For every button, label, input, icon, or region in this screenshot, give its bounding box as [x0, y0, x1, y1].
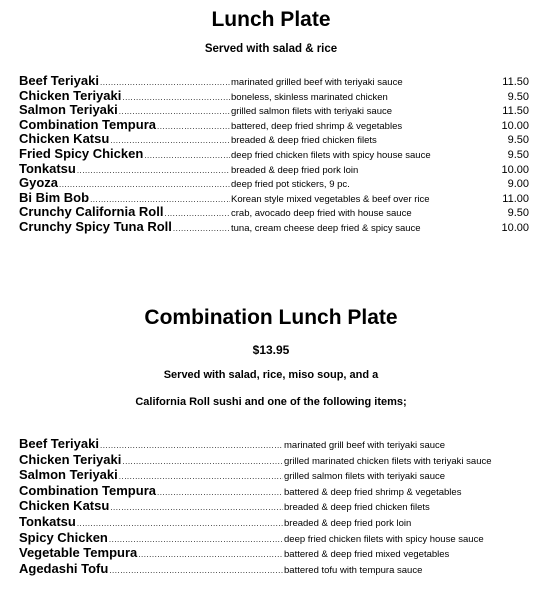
dot-leader	[77, 166, 230, 175]
menu-item	[19, 514, 529, 530]
item-price: 11.50	[502, 76, 529, 88]
menu-item	[19, 219, 529, 234]
item-description: boneless, skinless marinated chicken	[231, 91, 388, 103]
item-description: breaded & deep fried pork loin	[231, 164, 359, 176]
dot-leader	[122, 457, 283, 466]
menu-item	[19, 102, 529, 117]
item-description: grilled salmon filets with teriyaki sauce	[284, 471, 446, 483]
dot-leader	[157, 488, 283, 497]
item-name: Combination Tempura	[19, 482, 156, 498]
item-price: 9.50	[507, 90, 529, 103]
item-description: grilled marinated chicken filets with teriyaki sauce	[284, 455, 492, 467]
dot-leader	[110, 503, 283, 512]
item-description: battered, deep fried shrimp & vegetables	[231, 120, 403, 132]
menu-item	[19, 498, 529, 514]
menu-item	[19, 161, 529, 176]
item-price: 11.50	[502, 105, 529, 118]
menu-item	[19, 204, 529, 219]
dot-leader	[119, 472, 283, 481]
item-description: Korean style mixed vegetables & beef over rice	[231, 193, 430, 205]
lunch-plate-title: Lunch Plate	[211, 8, 331, 31]
dot-leader	[144, 151, 230, 160]
dot-leader	[157, 122, 230, 131]
dot-leader	[100, 78, 230, 87]
item-description: crab, avocado deep fried with house sauce	[231, 208, 412, 220]
item-description: deep fried pot stickers, 9 pc.	[231, 179, 350, 191]
item-description: deep fried chicken filets with spicy house sauce	[231, 149, 431, 161]
item-name: Chicken Teriyaki	[19, 451, 122, 467]
menu-item	[19, 73, 529, 88]
menu-item	[19, 175, 529, 190]
menu-item	[19, 530, 529, 546]
item-description: grilled salmon filets with teriyaki sauce	[231, 106, 393, 118]
dot-leader	[173, 224, 230, 233]
dot-leader	[100, 441, 283, 450]
dot-leader	[109, 566, 283, 575]
combination-plate-price: $13.95	[252, 343, 290, 357]
item-name: Agedashi Tofu	[19, 560, 109, 576]
item-price: 11.00	[502, 192, 529, 205]
lunch-plate-subtitle: Served with salad & rice	[204, 43, 338, 55]
dot-leader	[110, 136, 230, 145]
item-price: 9.00	[507, 178, 529, 191]
menu-item	[19, 131, 529, 146]
item-name: Chicken Katsu	[19, 131, 110, 147]
menu-item	[19, 467, 529, 483]
menu-item	[19, 88, 529, 103]
item-price: 10.00	[501, 119, 529, 132]
item-price: 10.00	[501, 163, 529, 176]
dot-leader	[119, 107, 230, 116]
item-description: tuna, cream cheese deep fried & spicy sauce	[231, 222, 421, 234]
combination-plate-title: Combination Lunch Plate	[144, 306, 398, 329]
item-price: 9.50	[507, 134, 529, 147]
item-description: battered & deep fried shrimp & vegetables	[284, 486, 462, 498]
dot-leader	[122, 93, 230, 102]
item-price: 9.50	[507, 207, 529, 220]
item-name: Vegetable Tempura	[19, 545, 138, 561]
item-name: Beef Teriyaki	[19, 436, 99, 451]
item-name: Tonkatsu	[19, 513, 76, 529]
item-description: marinated grill beef with teriyaki sauce	[284, 440, 446, 451]
menu-item	[19, 117, 529, 132]
dot-leader	[138, 550, 283, 559]
item-description: breaded & deep fried pork loin	[284, 517, 412, 529]
dot-leader	[164, 209, 230, 218]
item-price: 10.00	[501, 221, 529, 234]
item-name: Fried Spicy Chicken	[19, 145, 144, 161]
item-name: Combination Tempura	[19, 116, 156, 132]
lunch-plate-list	[19, 73, 529, 234]
item-description: battered tofu with tempura sauce	[284, 564, 423, 576]
combination-plate-list	[19, 436, 529, 576]
item-price: 9.50	[507, 148, 529, 161]
item-name: Gyoza	[19, 175, 59, 191]
combination-plate-subtitle-line2: California Roll sushi and one of the following items;	[135, 396, 407, 408]
dot-leader	[90, 195, 230, 204]
menu-item	[19, 452, 529, 468]
item-description: breaded & deep fried chicken filets	[284, 502, 430, 514]
menu-item	[19, 561, 529, 577]
item-description: deep fried chicken filets with spicy house sauce	[284, 533, 484, 545]
item-name: Bi Bim Bob	[19, 189, 90, 205]
combination-plate-subtitle-line1: Served with salad, rice, miso soup, and a	[163, 369, 379, 381]
item-description: marinated grilled beef with teriyaki sauce	[231, 77, 403, 88]
item-name: Salmon Teriyaki	[19, 102, 118, 118]
menu-item	[19, 146, 529, 161]
dot-leader	[59, 180, 230, 189]
item-name: Chicken Teriyaki	[19, 87, 122, 103]
item-name: Salmon Teriyaki	[19, 467, 118, 483]
menu-item	[19, 190, 529, 205]
dot-leader	[109, 535, 283, 544]
item-name: Tonkatsu	[19, 160, 76, 176]
item-description: breaded & deep fried chicken filets	[231, 135, 377, 147]
item-name: Spicy Chicken	[19, 529, 108, 545]
item-name: Beef Teriyaki	[19, 73, 99, 88]
item-name: Crunchy Spicy Tuna Roll	[19, 218, 172, 234]
item-description: battered & deep fried mixed vegetables	[284, 549, 450, 561]
item-name: Crunchy California Roll	[19, 204, 164, 220]
menu-item	[19, 436, 529, 452]
dot-leader	[77, 519, 283, 528]
menu-item	[19, 545, 529, 561]
menu-item	[19, 483, 529, 499]
item-name: Chicken Katsu	[19, 498, 110, 514]
